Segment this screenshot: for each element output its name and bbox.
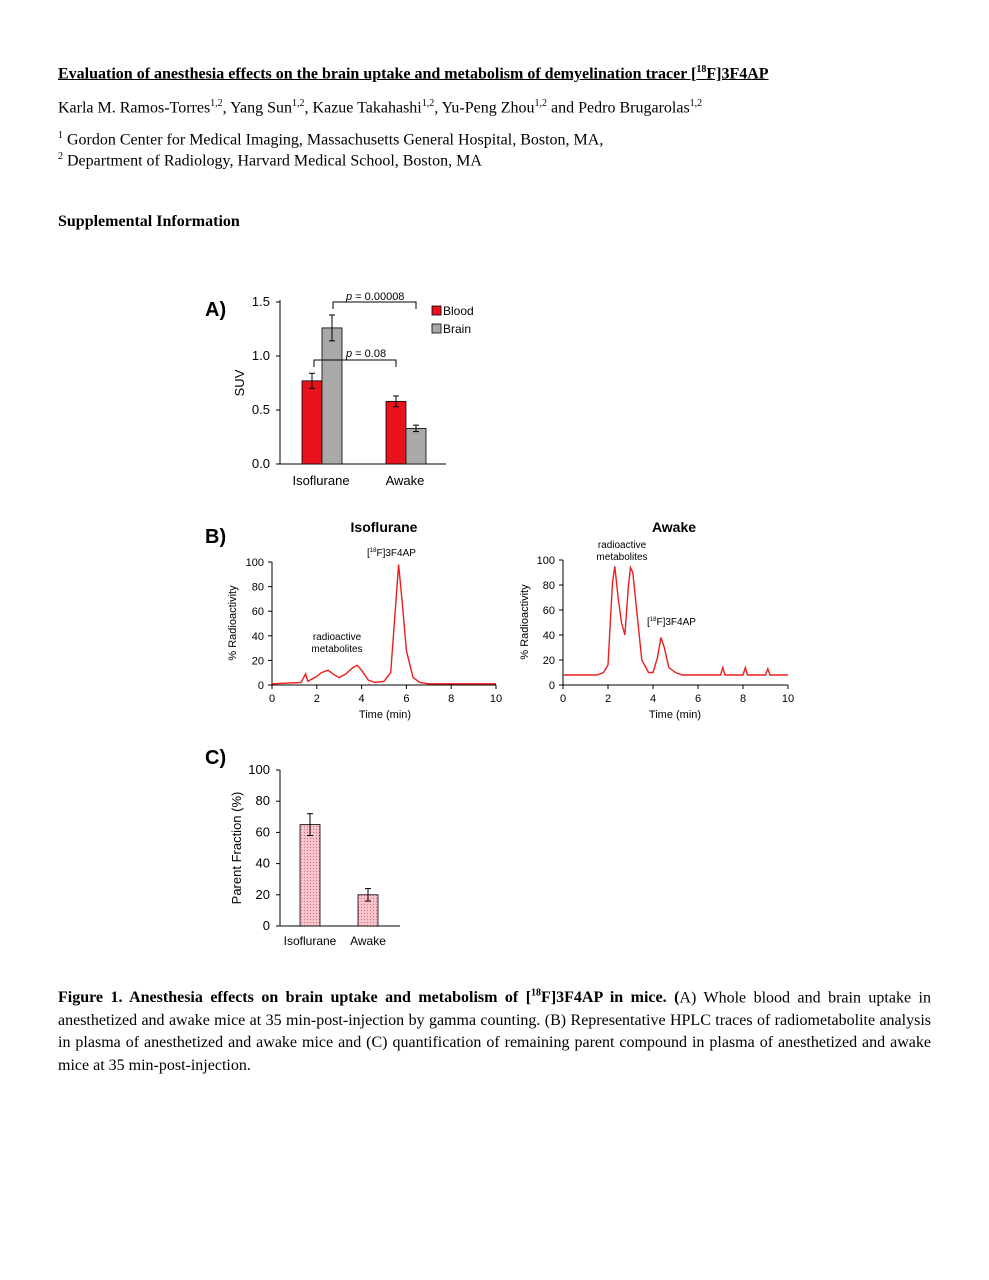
panel-b-label: B) bbox=[205, 526, 227, 548]
annotation-metabolites: radioactive bbox=[312, 632, 362, 643]
trace-title-awake: Awake bbox=[651, 519, 697, 535]
x-tick-label: 10 bbox=[781, 693, 795, 705]
panel-c-chart bbox=[205, 747, 400, 948]
y-tick-label: 80 bbox=[255, 793, 270, 809]
x-tick-label: 6 bbox=[403, 693, 410, 705]
trace-ylabel: % Radioactivity bbox=[519, 584, 531, 660]
significance-bracket bbox=[333, 302, 416, 309]
annotation-parent: [$^{18}$F]3F4AP bbox=[647, 617, 696, 628]
legend-swatch-brain bbox=[432, 324, 441, 333]
y-tick-label: 40 bbox=[255, 855, 270, 871]
y-tick-label: 0.5 bbox=[251, 402, 270, 417]
author-name: Yang Sun bbox=[230, 99, 293, 117]
x-tick-label: 2 bbox=[313, 693, 320, 705]
x-tick-label: 4 bbox=[358, 693, 365, 705]
p-value-label: p = 0.08 bbox=[346, 348, 387, 360]
panel-a-label: A) bbox=[205, 299, 227, 321]
affiliation-1: $^1$ Gordon Center for Medical Imaging, Massachusetts General Hospital, Boston, MA, bbox=[58, 130, 604, 149]
panel-c-category-label: Awake bbox=[350, 934, 386, 948]
y-tick-label: 60 bbox=[251, 606, 264, 619]
panel-c-label: C) bbox=[205, 747, 227, 769]
x-tick-label: 0 bbox=[268, 693, 276, 705]
author-name: Yu-Peng Zhou bbox=[441, 99, 535, 117]
trace-xlabel: Time (min) bbox=[648, 709, 702, 721]
paper-title: Evaluation of anesthesia effects on the brain uptake and metabolism of demyelination tracer [$^{18}$F]3F4AP bbox=[58, 64, 769, 83]
x-tick-label: 8 bbox=[739, 693, 747, 705]
x-tick-label: 2 bbox=[604, 693, 612, 705]
y-tick-label: 40 bbox=[542, 630, 555, 642]
section-heading: Supplemental Information bbox=[58, 213, 240, 230]
legend-swatch-blood bbox=[432, 306, 441, 315]
panel-b-isoflurane-chart bbox=[227, 519, 502, 721]
trace-ylabel: % Radioactivity bbox=[227, 585, 239, 661]
y-tick-label: 1.5 bbox=[251, 294, 270, 309]
bar-blood-isoflurane bbox=[302, 381, 322, 464]
y-tick-label: 0 bbox=[262, 918, 270, 933]
x-tick-label: 8 bbox=[448, 693, 455, 705]
y-tick-label: 1.0 bbox=[251, 348, 270, 363]
trace-title-isoflurane: Isoflurane bbox=[350, 519, 418, 535]
panel-c-ylabel: Parent Fraction (%) bbox=[229, 791, 244, 905]
y-tick-label: 0.0 bbox=[251, 456, 270, 471]
caption-heading: Figure 1. Anesthesia effects on brain uptake and metabolism of [$^{18}$F]3F4AP in mice. ( bbox=[58, 988, 680, 1007]
y-tick-label: 80 bbox=[251, 581, 264, 594]
panel-c-category-label: Isoflurane bbox=[283, 934, 337, 948]
x-tick-label: 10 bbox=[489, 693, 503, 705]
bar-brain-isoflurane bbox=[322, 328, 342, 464]
y-tick-label: 0 bbox=[548, 680, 555, 692]
y-tick-label: 100 bbox=[536, 555, 555, 567]
x-tick-label: 6 bbox=[694, 693, 702, 705]
annotation-metabolites: metabolites bbox=[311, 644, 363, 655]
author-list: Karla M. Ramos-Torres$^{1,2}$, Yang Sun$^{1,2}$, Kazue Takahashi$^{1,2}$, Yu-Peng Zhou$^{1,2}$ and Pedro Brugarolas$^{1,2}$ bbox=[58, 98, 703, 117]
y-tick-label: 20 bbox=[542, 655, 555, 667]
legend-label-brain: Brain bbox=[443, 322, 472, 336]
panel-a-chart bbox=[205, 291, 474, 488]
bar-brain-awake bbox=[406, 428, 426, 464]
panel-a-category-label: Isoflurane bbox=[292, 473, 350, 488]
hplc-trace-line bbox=[272, 565, 496, 684]
x-tick-label: 4 bbox=[649, 693, 657, 705]
y-tick-label: 20 bbox=[251, 655, 264, 668]
legend-label-blood: Blood bbox=[443, 304, 474, 318]
author-name: Pedro Brugarolas bbox=[578, 99, 690, 117]
bar-blood-awake bbox=[386, 401, 406, 464]
y-tick-label: 60 bbox=[255, 824, 270, 840]
p-value-label: p = 0.00008 bbox=[346, 291, 405, 303]
y-tick-label: 20 bbox=[255, 886, 270, 902]
panel-b-awake-chart bbox=[519, 519, 794, 721]
annotation-metabolites: radioactive bbox=[597, 540, 647, 551]
y-tick-label: 40 bbox=[251, 630, 264, 643]
panel-a-ylabel: SUV bbox=[232, 369, 247, 397]
caption-text: A) Whole blood and brain uptake in anesthetized and awake mice at 35 min-post-injection by gamma counting. (B) Representative HPLC traces of radiometabolite analysis in plasma of anesthetized and awake mice and (C) quantification of remaining parent compound in plasma of anesthetized and awake mice at 35 min-post-injection. bbox=[58, 989, 931, 1074]
y-tick-label: 80 bbox=[542, 580, 555, 592]
author-name: Karla M. Ramos-Torres bbox=[58, 99, 211, 117]
annotation-metabolites: metabolites bbox=[596, 552, 648, 563]
annotation-parent: [$^{18}$F]3F4AP bbox=[367, 548, 416, 559]
affiliation-2: $^2$ Department of Radiology, Harvard Medical School, Boston, MA bbox=[58, 151, 482, 170]
y-tick-label: 0 bbox=[257, 680, 264, 692]
trace-xlabel: Time (min) bbox=[358, 709, 412, 721]
figure-caption bbox=[58, 983, 931, 1077]
y-tick-label: 100 bbox=[245, 557, 264, 569]
panel-a-category-label: Awake bbox=[385, 473, 425, 488]
y-tick-label: 100 bbox=[248, 762, 270, 777]
y-tick-label: 60 bbox=[542, 605, 555, 617]
x-tick-label: 0 bbox=[559, 693, 567, 705]
bar-parent-fraction-isoflurane bbox=[300, 825, 320, 926]
author-name: Kazue Takahashi bbox=[312, 99, 422, 117]
